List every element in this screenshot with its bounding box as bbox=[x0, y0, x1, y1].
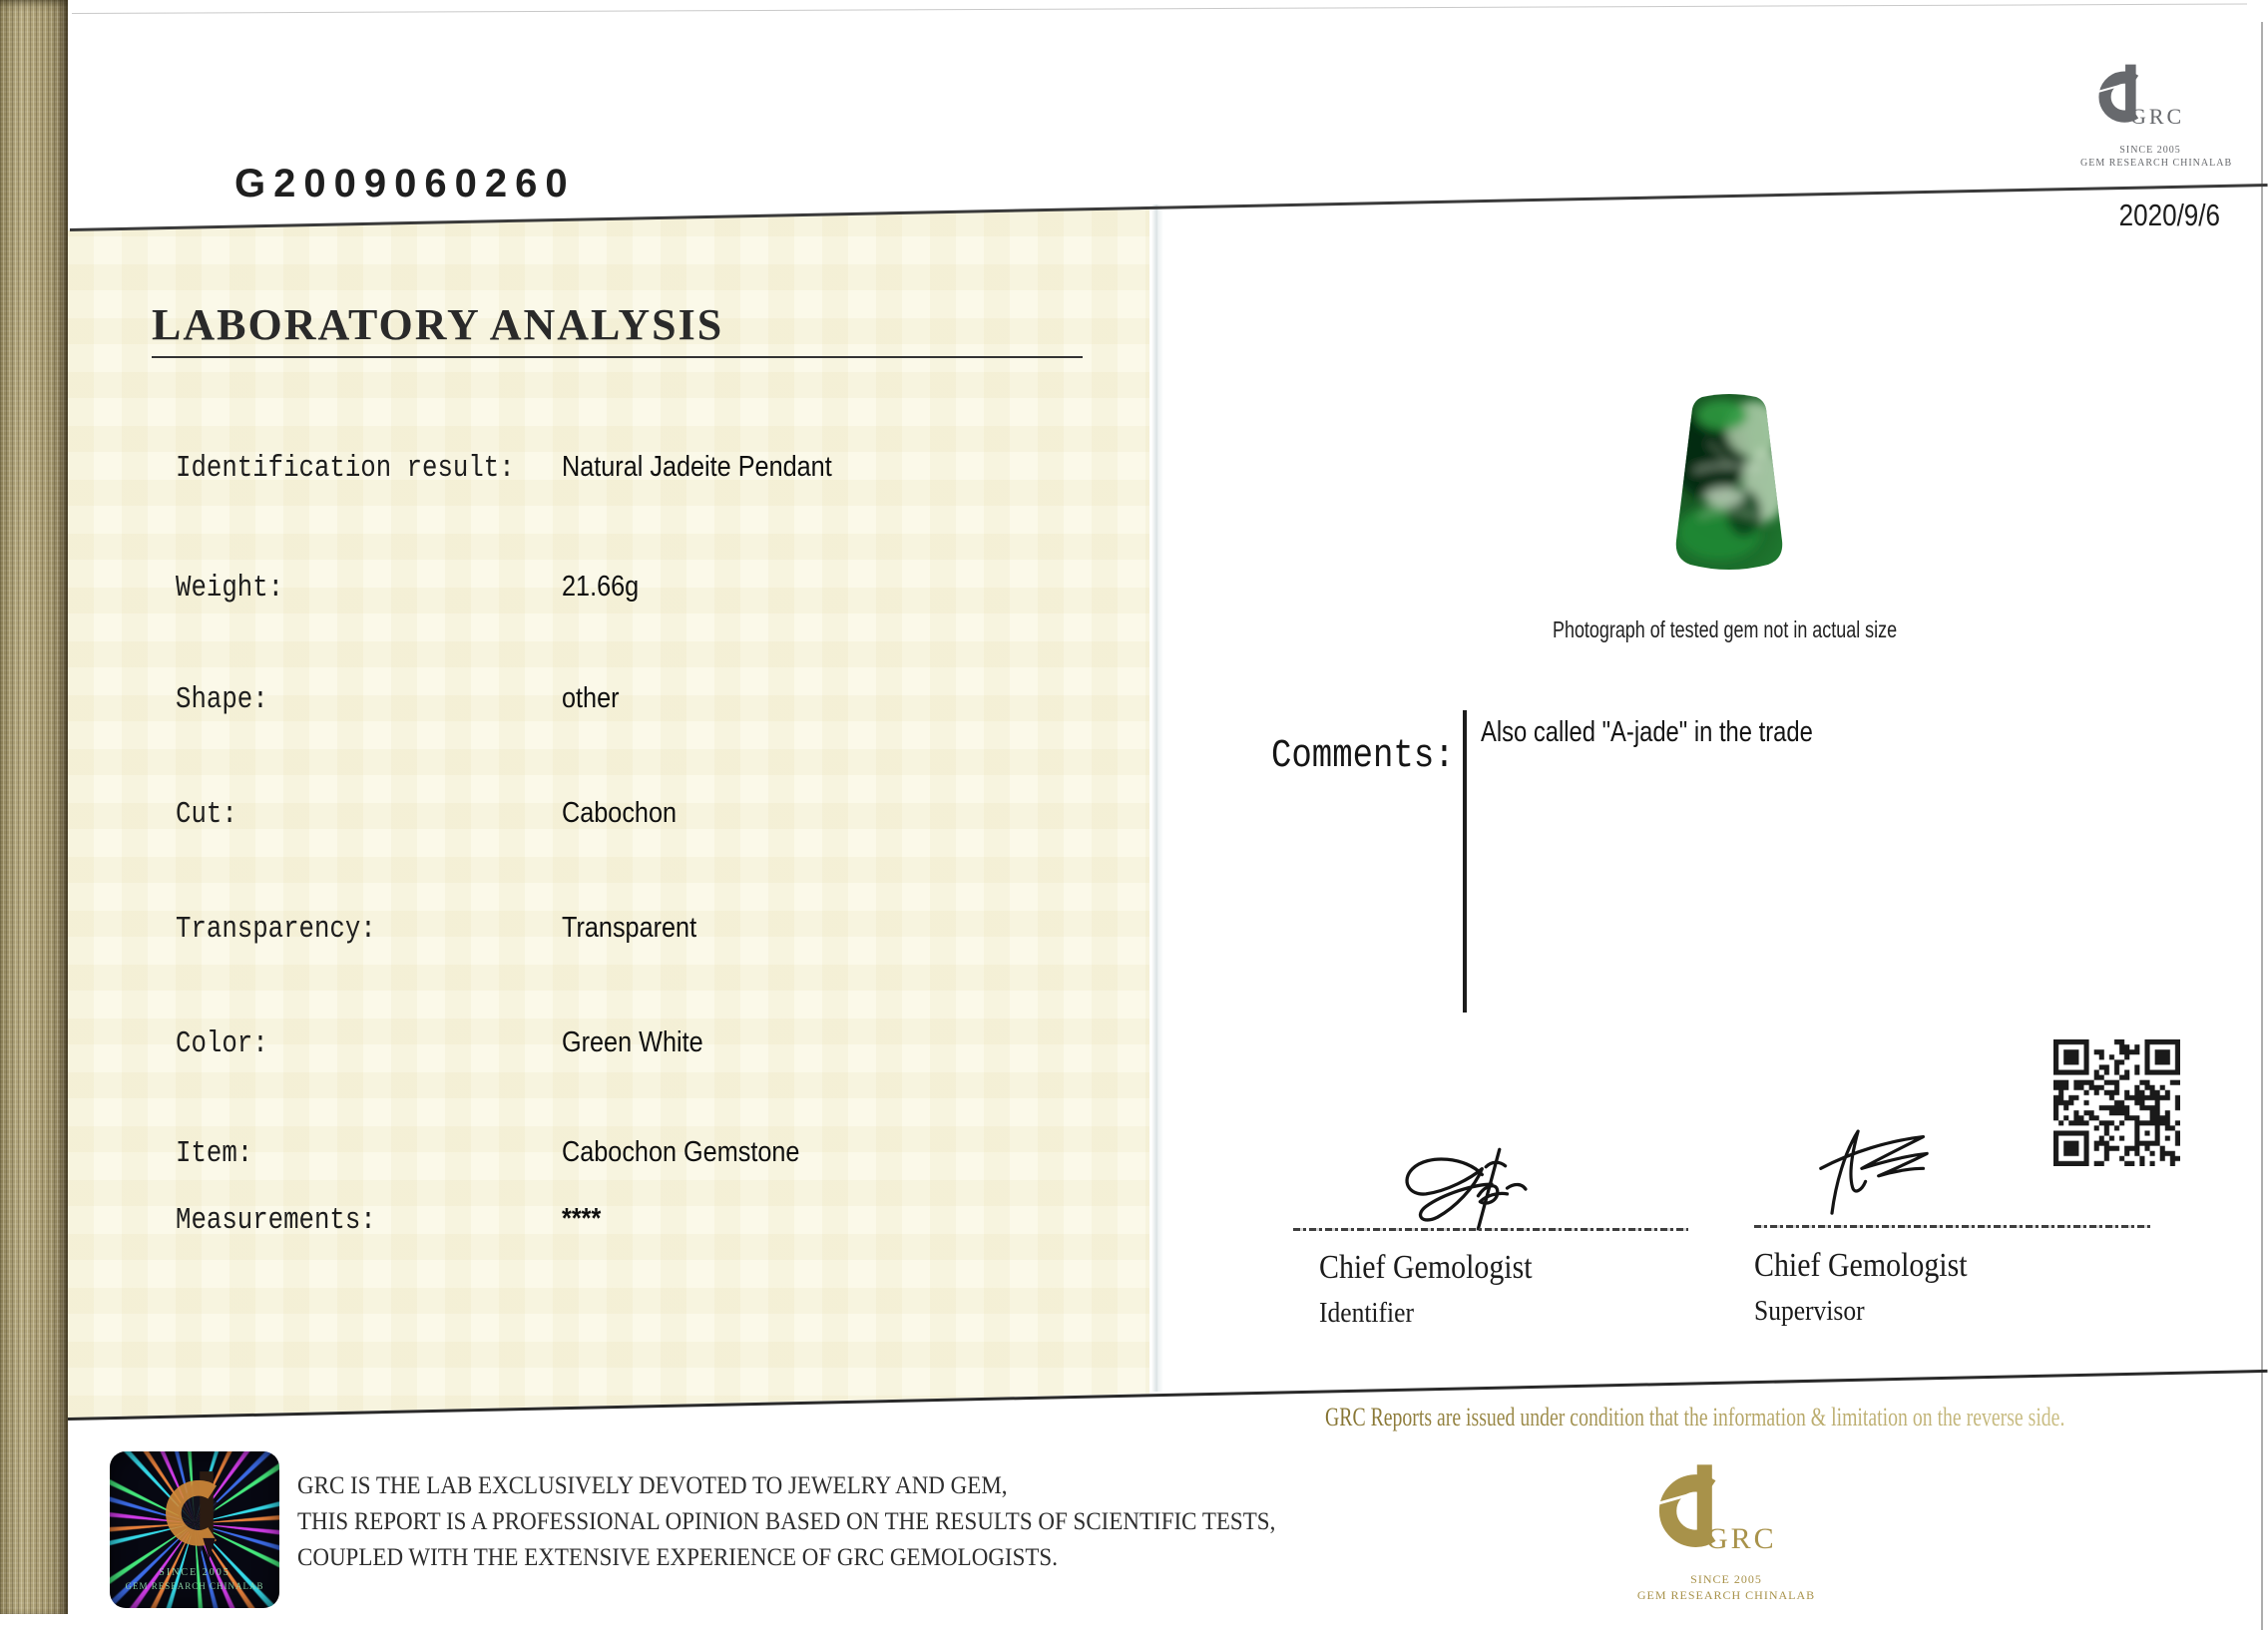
title-underline bbox=[152, 356, 1083, 358]
field-value: Green White bbox=[562, 1026, 703, 1058]
conditions-notice: GRC Reports are issued under condition that the information & limitation on the reverse side. bbox=[1325, 1403, 2065, 1431]
grc-logo-org: GEM RESEARCH CHINALAB bbox=[1636, 1588, 1816, 1602]
report-date: 2020/9/6 bbox=[2118, 198, 2220, 232]
signer-role: Supervisor bbox=[1754, 1295, 1865, 1327]
field-row bbox=[176, 912, 1124, 962]
signature-line bbox=[1293, 1228, 1688, 1231]
field-value: Cabochon Gemstone bbox=[562, 1136, 800, 1168]
field-label: Item: bbox=[176, 1136, 253, 1171]
signature-line bbox=[1754, 1225, 2151, 1228]
field-value: other bbox=[562, 682, 620, 714]
page-title: LABORATORY ANALYSIS bbox=[152, 300, 724, 349]
field-value: 21.66g bbox=[562, 571, 640, 603]
supervisor-signature bbox=[1804, 1123, 1944, 1223]
holo-since: SINCE 2005 bbox=[159, 1567, 230, 1578]
signer-title: Chief Gemologist bbox=[1319, 1249, 1533, 1286]
statement-line: GRC IS THE LAB EXCLUSIVELY DEVOTED TO JEWELRY AND GEM, bbox=[297, 1472, 1008, 1499]
grc-logo-holo-icon bbox=[160, 1469, 229, 1565]
grc-logo-since: SINCE 2005 bbox=[1690, 1572, 1762, 1586]
certificate-number: G2009060260 bbox=[234, 162, 576, 205]
scan-edge-line bbox=[72, 3, 2247, 14]
comments-divider bbox=[1463, 710, 1467, 1013]
field-row bbox=[176, 1026, 1124, 1076]
grc-logo-org: GEM RESEARCH CHINALAB bbox=[2080, 158, 2233, 169]
field-value: Cabochon bbox=[562, 797, 678, 829]
photo-caption: Photograph of tested gem not in actual size bbox=[1553, 616, 1898, 642]
page-fold-shadow bbox=[1151, 204, 1163, 1392]
field-row bbox=[176, 682, 1124, 732]
field-label: Measurements: bbox=[176, 1203, 376, 1238]
statement-line: THIS REPORT IS A PROFESSIONAL OPINION BASED ON THE RESULTS OF SCIENTIFIC TESTS, bbox=[297, 1508, 1276, 1535]
statement-line: COUPLED WITH THE EXTENSIVE EXPERIENCE OF GRC GEMOLOGISTS. bbox=[297, 1544, 1058, 1571]
identifier-block bbox=[1319, 1249, 1562, 1330]
field-value: **** bbox=[562, 1203, 602, 1235]
field-row bbox=[176, 1136, 1124, 1186]
field-row bbox=[176, 451, 1124, 501]
field-label: Identification result: bbox=[176, 451, 515, 486]
identifier-signature bbox=[1399, 1145, 1554, 1235]
field-row bbox=[176, 571, 1124, 620]
field-label: Transparency: bbox=[176, 912, 376, 947]
field-label: Cut: bbox=[176, 797, 237, 832]
field-row bbox=[176, 1203, 1124, 1253]
grc-logo-since: SINCE 2005 bbox=[2119, 145, 2181, 156]
grc-logo-text: GRC bbox=[1706, 1522, 1777, 1555]
signer-role: Identifier bbox=[1319, 1297, 1414, 1329]
field-value: Natural Jadeite Pendant bbox=[562, 451, 832, 483]
field-label: Shape: bbox=[176, 682, 268, 717]
field-label: Weight: bbox=[176, 571, 284, 606]
field-label: Color: bbox=[176, 1026, 268, 1061]
signer-title: Chief Gemologist bbox=[1754, 1247, 1968, 1284]
field-row bbox=[176, 797, 1124, 847]
hologram-sticker bbox=[110, 1451, 279, 1608]
comments-text: Also called "A-jade" in the trade bbox=[1481, 716, 1813, 748]
holo-org: GEM RESEARCH CHINALAB bbox=[125, 1581, 264, 1591]
supervisor-block bbox=[1754, 1247, 1997, 1328]
binding-fabric-edge bbox=[0, 0, 68, 1614]
field-value: Transparent bbox=[562, 912, 697, 944]
comments-label: Comments: bbox=[1271, 734, 1455, 779]
page-right-edge bbox=[2261, 22, 2263, 1630]
grc-logo-text: GRC bbox=[2130, 104, 2185, 129]
qr-code bbox=[2053, 1039, 2180, 1166]
gem-photo bbox=[1664, 391, 1794, 576]
